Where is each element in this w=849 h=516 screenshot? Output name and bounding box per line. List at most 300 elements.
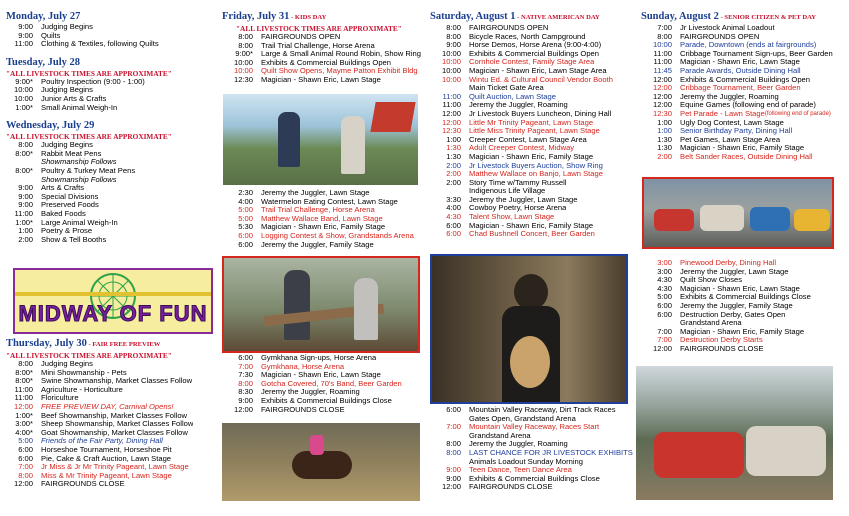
thursday-note: "ALL LIVESTOCK TIMES ARE APPROXIMATE" (6, 351, 172, 360)
event-description: Arts & Crafts (41, 184, 85, 193)
event-time: 10:00 (441, 65, 461, 75)
schedule-row (6, 95, 211, 104)
event-description: Judging Begins (41, 23, 93, 31)
event-time: 10:00 (233, 66, 253, 76)
event-time: 8:00* (15, 148, 33, 158)
event-description: Jr Miss & Jr Mr Trinity Pageant, Lawn Stage (41, 463, 189, 472)
event-description: Magician - Shawn Eric, Lawn Stage (680, 58, 800, 67)
event-description: Wintu Ed. & Cultural Council Vendor Booth (469, 75, 613, 84)
event-description: Rabbit Meat Pens (41, 149, 102, 158)
event-description: FAIRGROUNDS OPEN (680, 32, 760, 41)
event-time: 6:00 (18, 453, 33, 463)
event-time: 8:00* (15, 376, 33, 386)
schedule-row (6, 463, 211, 472)
event-time: 11:00 (442, 100, 461, 110)
saturday-column (430, 0, 636, 239)
event-time: 1:30 (446, 151, 461, 161)
event-time: 9:00 (18, 200, 33, 210)
event-description: Little Mr Trinity Pageant, Lawn Stage (469, 118, 594, 127)
event-description: Show & Tell Booths (41, 235, 107, 244)
schedule-row (6, 176, 211, 185)
monday-heading: Monday, July 27 (6, 11, 81, 22)
event-description: Floriculture (41, 394, 79, 403)
event-description: Indigenous Life Village (469, 187, 546, 196)
schedule-row (222, 406, 424, 415)
event-time: 12:00 (13, 401, 33, 411)
event-description: Special Divisions (41, 192, 99, 201)
event-time: 1:00* (15, 102, 33, 112)
event-description: Magician - Shawn Eric, Lawn Stage Area (469, 66, 607, 75)
schedule-row (6, 86, 211, 95)
event-time: 11:00 (14, 393, 33, 403)
event-description: Quilt Auction, Lawn Stage (469, 92, 556, 101)
event-time: 8:00 (446, 31, 461, 41)
event-time: 4:00* (15, 427, 33, 437)
schedule-row (430, 423, 636, 432)
tuesday-note: "ALL LIVESTOCK TIMES ARE APPROXIMATE" (6, 68, 172, 78)
saturday-heading: Saturday, August 1 - NATIVE AMERICAN DAY (430, 11, 600, 22)
event-time: 2:30 (238, 188, 253, 197)
friday-note: "ALL LIVESTOCK TIMES ARE APPROXIMATE" (236, 24, 402, 33)
schedule-row (6, 369, 211, 378)
event-description: Miss & Mr Trinity Pageant, Lawn Stage (41, 471, 172, 480)
friday-column (222, 0, 424, 85)
schedule-row (430, 76, 636, 85)
schedule-row (6, 394, 211, 403)
event-time: 9:00 (18, 191, 33, 201)
event-description: Mountain Valley Raceway, Dirt Track Races (469, 406, 616, 414)
event-description: Junior Arts & Crafts (41, 94, 107, 103)
event-description: Bicycle Races, North Campground (469, 32, 586, 41)
schedule-row (6, 78, 211, 87)
event-time: 6:00 (238, 239, 253, 249)
event-time: 9:00* (235, 49, 253, 59)
schedule-row (6, 236, 211, 245)
schedule-row (641, 345, 845, 354)
event-time: 1:00* (15, 410, 33, 420)
event-description: Exhibits & Commercial Buildings Open (261, 58, 391, 67)
event-time: 8:00 (657, 31, 672, 41)
event-time: 9:00 (238, 395, 253, 405)
schedule-row (6, 201, 211, 210)
event-description: Main Ticket Gate Area (469, 84, 544, 93)
schedule-row (641, 311, 845, 320)
wednesday-heading: Wednesday, July 29 (6, 120, 95, 132)
event-description: FAIRGROUNDS OPEN (469, 24, 549, 32)
schedule-row (430, 449, 636, 458)
event-description: Ugly Dog Contest, Lawn Stage (680, 118, 784, 127)
event-description: Poultry Inspection (9:00 - 1:00) (41, 77, 145, 86)
event-time: 8:00 (446, 439, 461, 449)
event-description: Large Animal Weigh-In (41, 218, 118, 227)
sunday-list-a (641, 24, 845, 162)
event-description: Pinewood Derby, Dining Hall (680, 259, 777, 267)
tuesday-list (6, 78, 211, 112)
schedule-row (6, 40, 211, 49)
schedule-row (6, 377, 211, 386)
event-description: Jeremy the Juggler, Lawn Stage (261, 189, 370, 197)
event-time: 2:00 (446, 160, 461, 170)
schedule-row (6, 227, 211, 236)
event-time: 9:00 (446, 473, 461, 483)
thursday-column (6, 338, 211, 489)
event-description: Gates Open, Grandstand Arena (469, 414, 576, 423)
friday-list-c (222, 354, 424, 414)
schedule-row (6, 141, 211, 150)
schedule-row (6, 210, 211, 219)
event-time: 4:00 (446, 203, 461, 213)
event-description: Magician - Shawn Eric, Family Stage (680, 327, 805, 336)
event-description: Grandstand Arena (469, 431, 531, 440)
wednesday-note: "ALL LIVESTOCK TIMES ARE APPROXIMATE" (6, 132, 172, 142)
event-description: Animals Loadout Sunday Morning (469, 457, 583, 466)
event-time: 6:00 (657, 309, 672, 319)
schedule-row (222, 76, 424, 85)
event-time: 10:00 (13, 93, 33, 103)
event-time: 12:00 (13, 479, 33, 489)
event-description: Jeremy the Juggler, Roaming (680, 92, 779, 101)
event-description: Magician - Shawn Eric, Lawn Stage (680, 284, 800, 293)
event-time: 10:00 (652, 40, 672, 50)
event-time: 12:00 (441, 117, 461, 127)
event-description: Cribbage Tournament Sign-ups, Beer Garden (680, 49, 833, 58)
event-description: Poetry & Prose (41, 227, 93, 236)
schedule-row (430, 406, 636, 415)
schedule-row (430, 230, 636, 239)
event-description: Friends of the Fair Party, Dining Hall (41, 437, 163, 446)
event-description: Judging Begins (41, 86, 93, 95)
schedule-row (430, 179, 636, 188)
event-time: 11:00 (653, 48, 672, 58)
event-time: 2:00 (18, 234, 33, 244)
event-time: 4:30 (657, 283, 672, 293)
event-time: 1:30 (657, 134, 672, 144)
event-time: 9:00 (446, 40, 461, 50)
event-time: 2:00 (446, 169, 461, 179)
event-description: FAIRGROUNDS CLOSE (41, 480, 125, 489)
event-time: 12:00 (652, 100, 672, 110)
schedule-row (6, 104, 211, 113)
friday-list-a (222, 33, 424, 85)
event-description: Cornhole Contest, Family Stage Area (469, 58, 595, 67)
schedule-row (6, 429, 211, 438)
event-time: 8:00 (446, 23, 461, 32)
event-time: 12:30 (233, 74, 253, 84)
event-description: Jr Livestock Buyers Auction, Show Ring (469, 161, 603, 170)
event-description: Magician - Shawn Eric, Lawn Stage (261, 75, 381, 84)
event-description: Jr Livestock Animal Loadout (680, 24, 775, 32)
event-time: 12:00 (652, 83, 672, 93)
event-description: Goat Showmanship, Market Classes Follow (41, 428, 188, 437)
friday-heading: Friday, July 31 - KIDS DAY (222, 11, 327, 22)
event-description: FAIRGROUNDS CLOSE (261, 405, 345, 414)
schedule-row (6, 403, 211, 412)
event-description: Matthew Wallace on Banjo, Lawn Stage (469, 170, 603, 179)
event-time: 12:00 (233, 404, 253, 414)
event-description: LAST CHANCE FOR JR LIVESTOCK EXHIBITS (469, 448, 633, 457)
juggler-photo (223, 94, 418, 185)
event-description: Beef Showmanship, Market Classes Follow (41, 411, 188, 420)
event-time: 7:00 (238, 361, 253, 371)
event-description: Matthew Wallace Band, Lawn Stage (261, 214, 383, 223)
schedule-row (6, 167, 211, 176)
event-description: Horseshoe Tournament, Horseshoe Pit (41, 445, 172, 454)
event-time: 8:00 (446, 447, 461, 457)
event-note: (following end of parade) (764, 110, 831, 117)
schedule-row (6, 437, 211, 446)
event-time: 4:30 (446, 212, 461, 222)
event-description: Equine Games (following end of parade) (680, 101, 816, 110)
event-description: Agriculture - Horticulture (41, 385, 123, 394)
event-time: 1:30 (657, 143, 672, 153)
event-description: Exhibits & Commercial Buildings Open (680, 75, 810, 84)
event-time: 5:00 (238, 205, 253, 215)
event-description: Baked Foods (41, 209, 86, 218)
event-description: Jeremy the Juggler, Family Stage (680, 301, 793, 310)
event-time: 8:00 (18, 359, 33, 368)
schedule-row (6, 150, 211, 159)
event-time: 11:45 (653, 65, 672, 75)
sunday-list-b (641, 259, 845, 354)
event-description: FAIRGROUNDS CLOSE (469, 483, 553, 492)
sunday-afternoon (641, 259, 845, 354)
event-description: Judging Begins (41, 360, 93, 368)
event-description: Gotcha Covered, 70's Band, Beer Garden (261, 379, 402, 388)
event-description: Horse Demos, Horse Arena (9:00-4:00) (469, 41, 602, 50)
event-time: 8:00 (18, 140, 33, 150)
event-time: 2:00 (446, 177, 461, 187)
event-time: 9:00* (15, 76, 33, 86)
midway-banner-text: MIDWAY OF FUN (18, 301, 208, 326)
gymkhana-photo (222, 423, 420, 501)
event-description: Showmanship Follows (41, 175, 117, 184)
event-description: Teen Dance, Teen Dance Area (469, 466, 572, 475)
saturday-evening (430, 406, 636, 492)
event-description: Creeper Contest, Lawn Stage Area (469, 135, 587, 144)
event-time: 9:00 (18, 183, 33, 193)
event-time: 11:00 (14, 208, 33, 218)
event-description: Exhibits & Commercial Buildings Close (261, 396, 392, 405)
event-time: 8:30 (238, 387, 253, 397)
event-description: Chad Bushnell Concert, Beer Garden (469, 230, 595, 239)
event-time: 1:00 (18, 226, 33, 236)
event-time: 12:00 (652, 74, 672, 84)
saturday-list-b (430, 406, 636, 492)
event-time: 7:00 (18, 462, 33, 472)
event-description: Exhibits & Commercial Buildings Open (469, 49, 599, 58)
friday-afternoon (222, 189, 424, 249)
event-time: 12:00 (441, 482, 461, 492)
schedule-row (6, 360, 211, 369)
event-time: 6:00 (446, 405, 461, 414)
schedule-row (6, 219, 211, 228)
monday-list (6, 23, 211, 49)
destruction-derby-photo (636, 366, 833, 500)
event-time: 8:00 (18, 470, 33, 480)
event-description: Jeremy the Juggler, Roaming (469, 440, 568, 449)
event-time: 6:00 (446, 220, 461, 230)
event-time: 4:30 (657, 275, 672, 285)
saturday-list-a (430, 24, 636, 239)
sunday-heading: Sunday, August 2 - SENIOR CITIZEN & PET DAY (641, 11, 817, 22)
event-description: FAIRGROUNDS CLOSE (680, 344, 764, 353)
schedule-row (6, 184, 211, 193)
event-time: 2:00 (657, 151, 672, 161)
event-description: Jeremy the Juggler, Lawn Stage (680, 267, 789, 276)
event-description: Sheep Showmanship, Market Classes Follow (41, 420, 194, 429)
event-description: Gymkhana Sign-ups, Horse Arena (261, 354, 377, 362)
event-description: Senior Birthday Party, Dining Hall (680, 127, 793, 136)
schedule-row (6, 32, 211, 41)
event-time: 12:00 (441, 108, 461, 118)
event-description: Belt Sander Races, Outside Dining Hall (680, 152, 813, 161)
event-description: Parade, Downtown (ends at fairgrounds) (680, 41, 817, 50)
event-time: 1:00 (446, 134, 461, 144)
event-description: Large & Small Animal Round Robin, Show Ring (261, 50, 421, 59)
event-time: 5:00 (657, 292, 672, 302)
schedule-row (6, 193, 211, 202)
derby-cars-photo (642, 177, 834, 249)
event-time: 7:30 (238, 370, 253, 380)
event-description: Jeremy the Juggler, Lawn Stage (469, 195, 578, 204)
event-description: Talent Show, Lawn Stage (469, 213, 555, 222)
musician-photo (430, 254, 628, 404)
event-description: Destruction Derby, Gates Open (680, 310, 786, 319)
event-time: 7:00 (657, 23, 672, 32)
event-description: Gymkhana, Horse Arena (261, 362, 345, 371)
event-time: 10:00 (233, 57, 253, 67)
schedule-row (6, 480, 211, 489)
schedule-row (6, 472, 211, 481)
event-time: 12:00 (652, 91, 672, 101)
schedule-row (641, 153, 845, 162)
event-time: 10:00 (441, 48, 461, 58)
event-description: Swine Showmanship, Market Classes Follow (41, 377, 193, 386)
event-time: 5:00 (238, 213, 253, 223)
event-description: Magician - Shawn Eric, Family Stage (469, 152, 594, 161)
schedule-row (6, 455, 211, 464)
thursday-list (6, 360, 211, 489)
event-time: 7:00 (657, 335, 672, 345)
event-time: 3:30 (446, 194, 461, 204)
event-description: Pet Parade - Lawn Stage (680, 109, 765, 118)
event-description: Story Time w/Tammy Russell (469, 178, 567, 187)
event-time: 11:00 (653, 57, 672, 67)
event-time: 11:00 (442, 91, 461, 101)
event-time: 1:30 (446, 143, 461, 153)
event-description: Logging Contest & Show, Grandstands Arena (261, 231, 414, 240)
sunday-column (641, 0, 845, 162)
event-description: Quilts (41, 31, 61, 40)
event-description: Adult Creeper Contest, Midway (469, 144, 575, 153)
friday-evening (222, 354, 424, 414)
event-time: 1:00 (657, 117, 672, 127)
event-time: 5:30 (238, 222, 253, 232)
thursday-heading: Thursday, July 30 - FAIR FREE PREVIEW (6, 338, 161, 349)
event-description: Trail Trial Challenge, Horse Arena (261, 41, 375, 50)
event-description: Preserved Foods (41, 201, 99, 210)
event-description: Destruction Derby Starts (680, 336, 763, 345)
event-time: 8:00* (15, 367, 33, 377)
event-time: 5:00 (18, 436, 33, 446)
event-description: Magician - Shawn Eric, Lawn Stage (261, 371, 381, 380)
event-description: Magician - Shawn Eric, Family Stage (469, 221, 594, 230)
schedule-row (6, 386, 211, 395)
event-description: Jeremy the Juggler, Roaming (469, 101, 568, 110)
friday-list-b (222, 189, 424, 249)
event-time: 11:00 (14, 384, 33, 394)
event-time: 7:00 (657, 326, 672, 336)
schedule-row (6, 412, 211, 421)
event-description: Magician - Shawn Eric, Family Stage (261, 223, 386, 232)
event-description: Cowboy Poetry, Horse Arena (469, 204, 567, 213)
event-time: 12:00 (652, 343, 672, 353)
event-time: 11:00 (14, 39, 33, 49)
event-time: 9:00 (18, 22, 33, 31)
event-description: FREE PREVIEW DAY, Carnival Opens! (41, 402, 174, 411)
event-description: Little Miss Trinity Pageant, Lawn Stage (469, 127, 600, 136)
event-description: Jr Livestock Buyers Luncheon, Dining Hall (469, 109, 612, 118)
event-time: 12:30 (441, 126, 461, 136)
event-description: Exhibits & Commercial Buildings Close (469, 474, 600, 483)
schedule-row (6, 23, 211, 32)
event-time: 6:00 (446, 229, 461, 239)
event-time: 8:00 (238, 32, 253, 41)
event-time: 10:00 (441, 74, 461, 84)
event-description: Grandstand Arena (680, 319, 742, 328)
event-description: Showmanship Follows (41, 158, 117, 167)
event-description: Small Animal Weigh-In (41, 103, 118, 112)
schedule-row (430, 483, 636, 492)
event-time: 6:00 (238, 230, 253, 240)
event-description: Parade Awards, Outside Dining Hall (680, 66, 801, 75)
midway-of-fun-banner (13, 268, 213, 334)
event-description: Poultry & Turkey Meat Pens (41, 166, 136, 175)
event-time: 6:00 (238, 353, 253, 362)
event-description: Pie, Cake & Craft Auction, Lawn Stage (41, 454, 172, 463)
event-description: Judging Begins (41, 141, 93, 150)
event-time: 8:00* (15, 165, 33, 175)
event-description: Exhibits & Commercial Buildings Close (680, 293, 811, 302)
event-time: 7:00 (446, 422, 461, 432)
schedule-row (222, 241, 424, 250)
event-time: 9:00 (446, 465, 461, 475)
event-time: 10:00 (13, 85, 33, 95)
event-description: FAIRGROUNDS OPEN (261, 33, 341, 41)
wednesday-list (6, 141, 211, 244)
event-description: Trail Trial Challenge, Horse Arena (261, 206, 375, 215)
event-time: 1:00 (657, 126, 672, 136)
event-description: Watermelon Eating Contest, Lawn Stage (261, 197, 398, 206)
monday-thursday-column (6, 0, 211, 244)
event-description: Pet Games, Lawn Stage Area (680, 135, 781, 144)
event-description: Cribbage Tournament, Beer Garden (680, 84, 801, 93)
event-time: 10:00 (441, 57, 461, 67)
event-time: 6:00 (18, 444, 33, 454)
event-description: Magician - Shawn Eric, Family Stage (680, 144, 805, 153)
schedule-row (6, 446, 211, 455)
event-time: 3:00 (657, 266, 672, 276)
event-time: 3:00 (657, 258, 672, 267)
event-description: Clothing & Textiles, following Quilts (41, 40, 159, 49)
event-description: Jeremy the Juggler, Family Stage (261, 240, 374, 249)
logging-contest-photo (222, 256, 420, 353)
event-description: Mountain Valley Raceway, Races Start (469, 423, 600, 432)
event-time: 6:00 (657, 300, 672, 310)
event-time: 8:00 (238, 378, 253, 388)
event-description: Quilt Show Opens, Mayme Patton Exhibit Bldg (261, 67, 418, 76)
event-description: Quilt Show Closes (680, 276, 743, 285)
